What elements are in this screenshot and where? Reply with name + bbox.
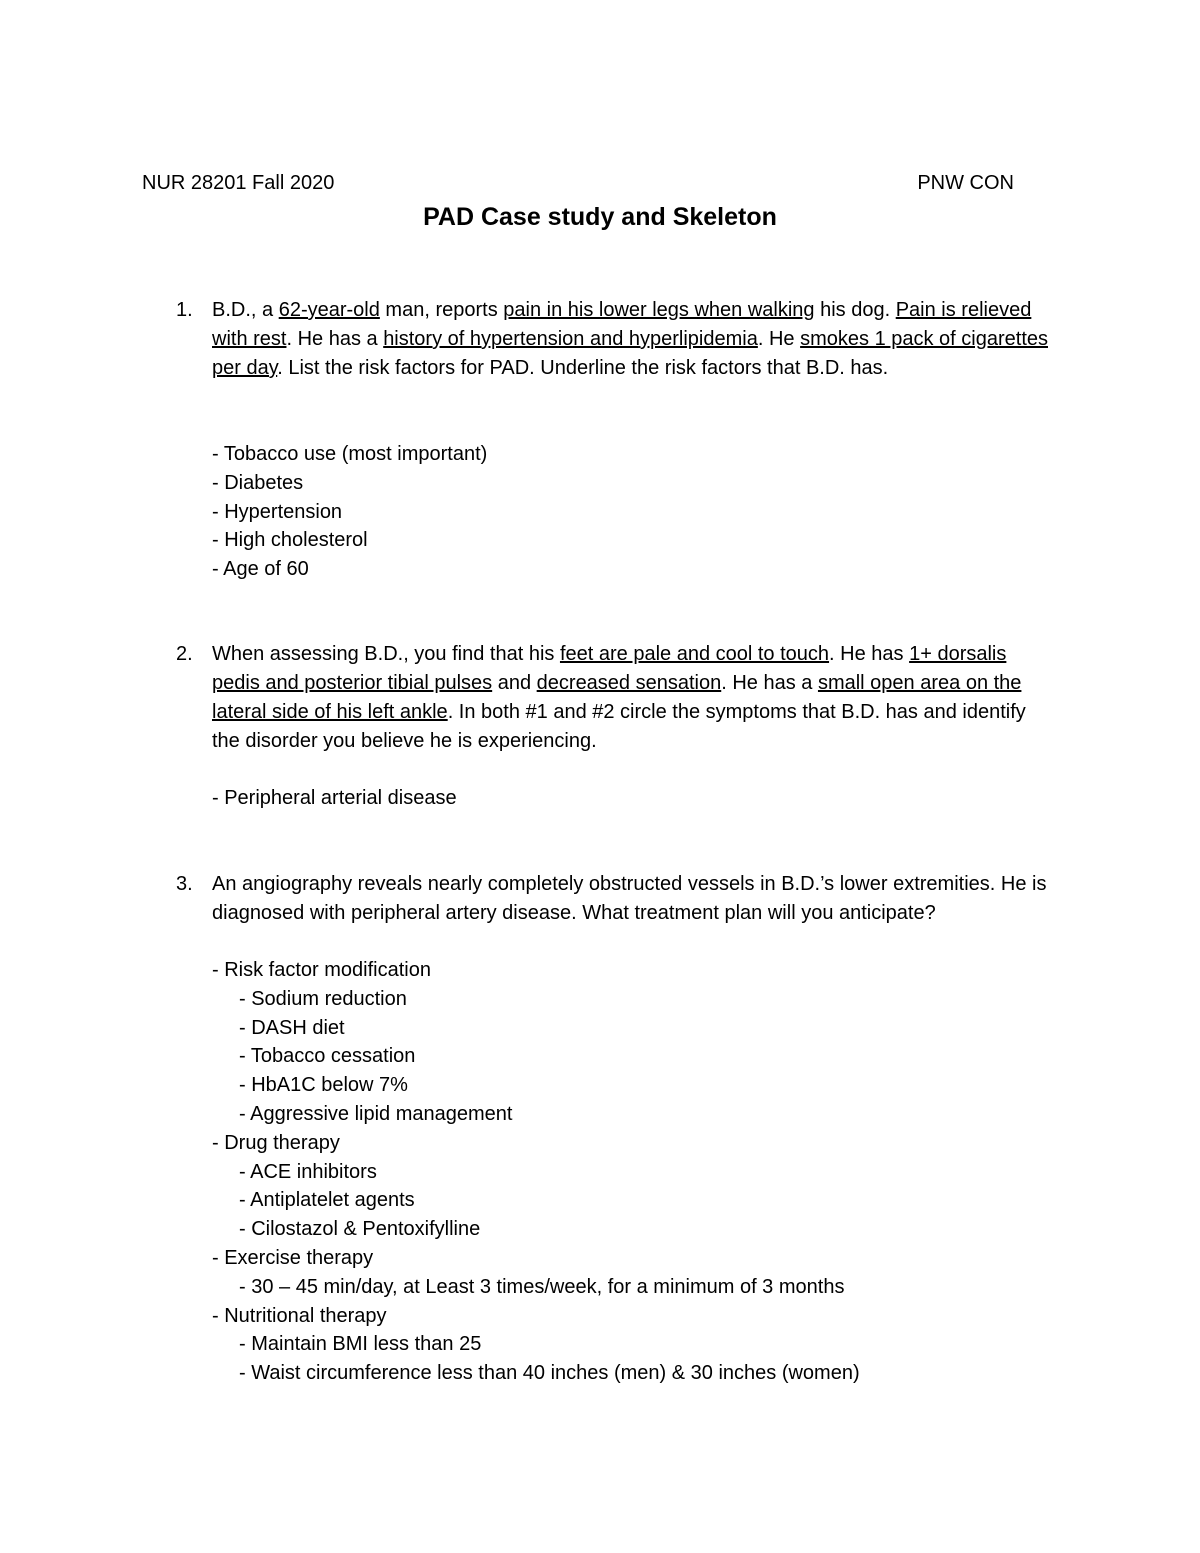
question-number: 2. [176,643,193,665]
list-subitem: - ACE inhibitors [239,1160,377,1183]
text-run: . List the risk factors for PAD. Underline the risk factors that B.D. has. [277,357,889,379]
text-run: . He has [829,643,910,665]
answer-list-1 [212,440,487,584]
list-item: - Age of 60 [212,558,309,581]
list-subitem: - Sodium reduction [239,987,407,1010]
list-subitem: - Antiplatelet agents [239,1189,415,1212]
text-run: B.D., a [212,299,279,321]
list-item: - Peripheral arterial disease [212,787,457,809]
school-label: PNW CON [917,172,1014,194]
list-item: - Drug therapy [212,1131,340,1154]
underlined-risk-factor: history of hypertension and hyperlipidemia [383,328,758,350]
list-subitem: - Maintain BMI less than 25 [239,1333,482,1356]
text-run: . He [757,328,801,350]
answer-list-3 [212,956,860,1388]
underlined-risk-factor: pain in his lower legs when walking [503,299,815,321]
page-title: PAD Case study and Skeleton [423,203,777,231]
list-item: - High cholesterol [212,529,368,552]
list-subitem: - DASH diet [239,1016,345,1039]
answer-list-2 [212,784,457,813]
list-subitem: - 30 – 45 min/day, at Least 3 times/week, for a minimum of 3 months [239,1275,845,1298]
list-item: - Tobacco use (most important) [212,443,488,465]
underlined-risk-factor: smokes 1 pack of cigarettes per day [212,328,1048,379]
list-subitem: - Cilostazol & Pentoxifylline [239,1218,481,1241]
list-item: - Exercise therapy [212,1246,374,1269]
question-number: 3. [176,873,193,895]
underlined-symptom: decreased sensation [536,672,722,694]
question-text: An angiography reveals nearly completely obstructed vessels in B.D.’s lower extremities. He is diagnosed with peripheral artery disease. What treatment plan will you anticipate? [212,873,1047,924]
course-label: NUR 28201 Fall 2020 [142,172,335,194]
text-run: and [492,672,537,694]
underlined-risk-factor: Pain is relieved with rest [212,299,1032,350]
list-subitem: - Waist circumference less than 40 inches (men) & 30 inches (women) [239,1362,860,1385]
underlined-risk-factor: 62-year-old [278,299,380,321]
page-header [142,172,1014,202]
list-subitem: - Aggressive lipid management [239,1102,513,1125]
underlined-symptom: 1+ dorsalis pedis and posterior tibial pulses [212,643,1007,694]
text-run: . He has a [286,328,384,350]
text-run: When assessing B.D., you find that his [212,643,560,665]
underlined-symptom: feet are pale and cool to touch [559,643,830,665]
text-run: man, reports [379,299,504,321]
list-item: - Risk factor modification [212,959,431,981]
list-item: - Diabetes [212,471,304,494]
text-run: . In both #1 and #2 circle the symptoms that B.D. has and identify the disorder you believe he is experiencing. [212,701,1026,752]
text-run: . He has a [721,672,818,694]
list-subitem: - HbA1C below 7% [239,1074,408,1097]
question-number: 1. [176,299,193,321]
question-text [212,640,1052,756]
underlined-symptom: small open area on the lateral side of his left ankle [212,672,1022,723]
text-run: his dog. [814,299,896,321]
list-item: - Hypertension [212,500,343,523]
question-text [212,296,1052,383]
list-item: - Nutritional therapy [212,1304,387,1327]
list-subitem: - Tobacco cessation [239,1045,416,1068]
